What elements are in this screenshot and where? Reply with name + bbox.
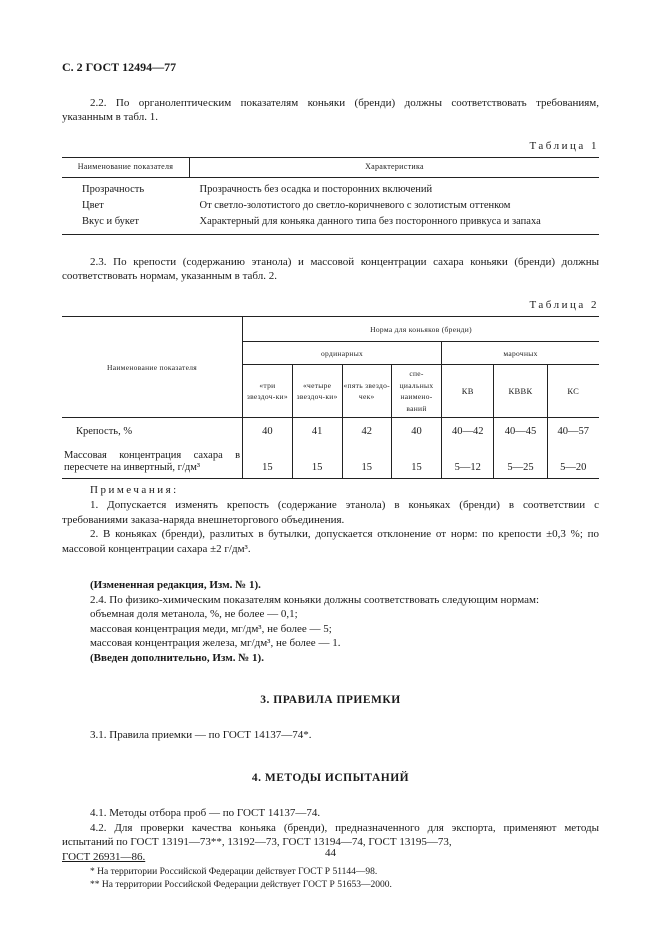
page-number: 44 — [325, 847, 336, 859]
table-2-header-norm: Норма для коньяков (бренди) — [243, 317, 599, 342]
gost-link: ГОСТ 26931—86. — [62, 850, 146, 863]
table-2-subheader: «четыре звездоч-ки» — [292, 365, 342, 418]
table-row — [62, 177, 599, 198]
table-cell: 40—42 — [442, 418, 494, 444]
paragraph-2-3: 2.3. По крепости (содержанию этанола) и массовой концентрации сахара коньяки (бренди) должны соответствовать нормам, указанным в табл. 2. — [62, 255, 599, 283]
footnote: * На территории Российской Федерации действует ГОСТ Р 51144—98. — [90, 867, 378, 878]
paragraph-3-1: 3.1. Правила приемки — по ГОСТ 14137—74*. — [90, 729, 312, 742]
paragraph-2-4: 2.4. По физико-химическим показателям коньяки должны соответствовать следующим нормам: — [90, 593, 540, 606]
table-cell: 15 — [391, 443, 441, 479]
table-cell: 40—45 — [494, 418, 547, 444]
note-item: 2. В коньяках (бренди), разлитых в бутылки, допускается отклонение от норм: по крепости ±0,3 %; по массовой концентрации сахара ±2 г/дм³. — [62, 528, 599, 555]
table-cell: 40 — [243, 418, 293, 444]
note-item: 1. Допускается изменять крепость (содержание этанола) в коньяках (бренди) в соответствии с требованиями заказа-наряда внешнеторгового объединения. — [62, 498, 599, 526]
table-cell: Прозрачность без осадка и посторонних включений — [199, 183, 433, 195]
table-1-header-value: Характеристика — [190, 158, 600, 178]
notes-title: Примечания: — [90, 484, 179, 497]
table-2-subheader: «пять звездо-чек» — [342, 365, 391, 418]
table-2-subheader: КС — [547, 365, 599, 418]
table-cell: 40 — [391, 418, 441, 444]
edited-note: (Измененная редакция, Изм. № 1). — [90, 579, 261, 592]
table-2-subheader: спе-циальных наимено-ваний — [391, 365, 441, 418]
table-row — [62, 198, 599, 214]
limit-item: массовая концентрация железа, мг/дм³, не более — 1. — [90, 637, 341, 650]
table-cell: 5—20 — [547, 443, 599, 479]
document-page — [62, 60, 599, 891]
table-2-header-vintage: марочных — [442, 342, 599, 365]
limit-item: массовая концентрация меди, мг/дм³, не более — 5; — [90, 622, 332, 635]
table-cell: Массовая концентрация сахара в пересчете на инвертный, г/дм³ — [62, 443, 243, 479]
footnote: ** На территории Российской Федерации действует ГОСТ Р 51653—2000. — [90, 879, 392, 890]
table-2-subheader: КВВК — [494, 365, 547, 418]
table-1-header-name: Наименование показателя — [62, 158, 190, 178]
table-1 — [62, 157, 599, 235]
table-cell: От светло-золотистого до светло-коричневого с золотистым оттенком — [199, 199, 511, 211]
paragraph-4-1: 4.1. Методы отбора проб — по ГОСТ 14137—74. — [90, 807, 321, 819]
paragraph-4-2: 4.2. Для проверки качества коньяка (бренди), предназначенного для экспорта, применяют методы испытаний по ГОСТ 13191—73**, 13192—73, ГОСТ 13194—74, ГОСТ 13195—73, — [62, 821, 599, 849]
table-cell: 40—57 — [547, 418, 599, 444]
table-row — [62, 214, 599, 235]
notes — [62, 483, 599, 556]
table-1-caption: Таблица 1 — [529, 139, 599, 152]
table-2-caption: Таблица 2 — [529, 298, 599, 311]
table-cell: Крепость, % — [62, 418, 243, 444]
table-cell: 15 — [243, 443, 293, 479]
table-cell: 15 — [292, 443, 342, 479]
table-row — [62, 443, 599, 479]
page-header: С. 2 ГОСТ 12494—77 — [62, 60, 177, 74]
table-2-header-ordinary: ординарных — [243, 342, 442, 365]
table-cell: Прозрачность — [82, 183, 145, 195]
table-cell: 41 — [292, 418, 342, 444]
table-cell: 5—12 — [442, 443, 494, 479]
introduced-note: (Введен дополнительно, Изм. № 1). — [90, 651, 264, 664]
table-cell: Вкус и букет — [82, 215, 140, 227]
table-cell: 5—25 — [494, 443, 547, 479]
paragraph-2-2: 2.2. По органолептическим показателям коньяки (бренди) должны соответствовать требованиям, указанным в табл. 1. — [62, 96, 599, 124]
table-cell: Характерный для коньяка данного типа без посторонного привкуса и запаха — [199, 215, 541, 227]
section-3-title: 3. ПРАВИЛА ПРИЕМКИ — [260, 694, 401, 707]
table-2-subheader: «три звездоч-ки» — [243, 365, 293, 418]
table-row — [62, 418, 599, 444]
table-2-subheader: КВ — [442, 365, 494, 418]
table-2-header-name: Наименование показателя — [62, 317, 243, 418]
table-cell: Цвет — [82, 199, 104, 211]
limit-item: объемная доля метанола, %, не более — 0,1; — [90, 608, 298, 621]
section-4-title: 4. МЕТОДЫ ИСПЫТАНИЙ — [251, 771, 410, 784]
footnotes — [62, 866, 599, 891]
table-cell: 15 — [342, 443, 391, 479]
table-cell: 42 — [342, 418, 391, 444]
table-2 — [62, 316, 599, 479]
